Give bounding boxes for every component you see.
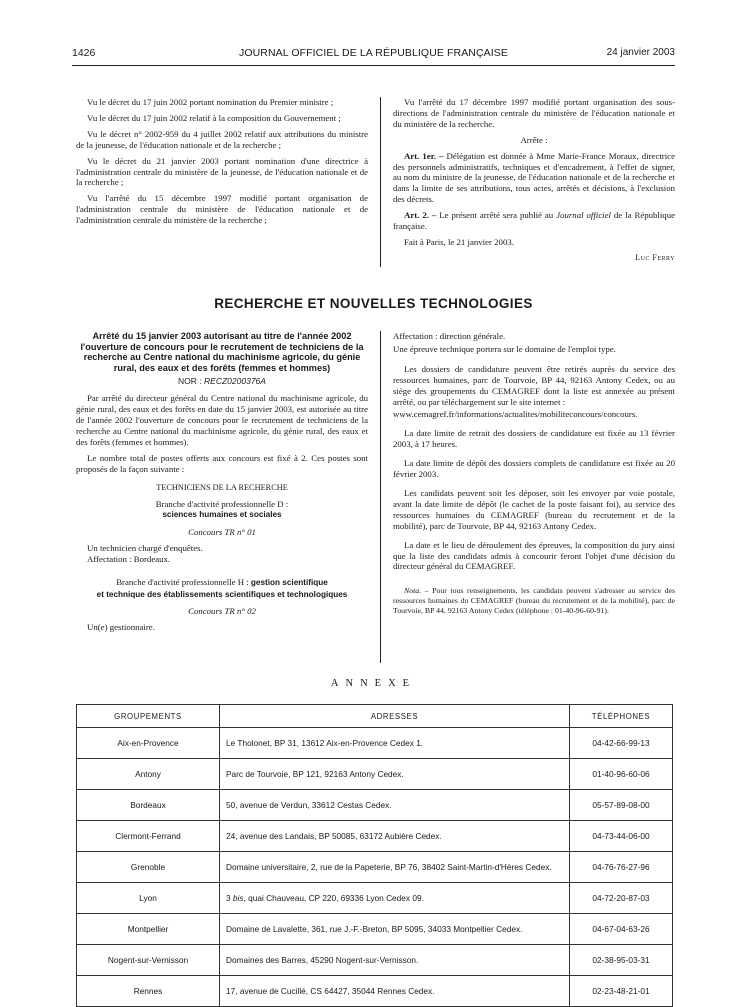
concours-2-label: Concours TR n° 02: [188, 605, 256, 616]
table-row: [77, 945, 673, 976]
table-row: [77, 852, 673, 883]
groupement-cell: Antony: [77, 759, 220, 790]
journal-officiel-italic: Journal officiel: [556, 210, 611, 221]
adresse-bis: bis: [232, 893, 244, 903]
header-telephones: TÉLÉPHONES: [570, 705, 673, 728]
table-header-row: [77, 705, 673, 728]
adresse-cell: 50, avenue de Verdun, 33612 Cestas Cedex.: [220, 790, 570, 821]
arrete-heading: Arrête :: [520, 134, 548, 145]
table-row: [77, 759, 673, 790]
groupement-cell: Clermont-Ferrand: [77, 821, 220, 852]
issue-date: 24 janvier 2003: [606, 47, 675, 58]
nota-paragraph: [393, 586, 675, 615]
vu-paragraph: Vu l'arrêté du 15 décembre 1997 modifié portant organisation de l'administration centrale du ministère de l'éducation nationale et de l'administration centrale du ministère de la recherche ;: [76, 193, 368, 226]
concours-1-label: Concours TR n° 01: [188, 527, 256, 538]
top-right-column: [393, 97, 675, 269]
branche-d-name: sciences humaines et sociales: [162, 510, 282, 520]
adresse-cell: 17, avenue de Cucillé, CS 64427, 35044 Rennes Cedex.: [220, 976, 570, 1007]
header-groupements: GROUPEMENTS: [77, 705, 220, 728]
groupement-cell: Aix-en-Provence: [77, 728, 220, 759]
arrete-title: Arrêté du 15 janvier 2003 autorisant au titre de l'année 2002 l'ouverture de concours pour le recrutement de techniciens de la recherche au Centre national du machinisme agricole, du génie rural, des eaux et des forêts (femmes et hommes): [80, 331, 364, 373]
nor-value: RECZ0200376A: [204, 376, 266, 387]
epreuve-line: Une épreuve technique portera sur le domaine de l'emploi type.: [393, 343, 616, 354]
article-2-label: Art. 2. –: [404, 210, 437, 221]
adresse-number: 3: [226, 893, 233, 903]
page-number: 1426: [72, 47, 96, 59]
vu-paragraph: Vu le décret du 17 juin 2002 relatif à la composition du Gouvernement ;: [87, 112, 341, 123]
groupement-cell: Montpellier: [77, 914, 220, 945]
header-adresses: ADRESSES: [220, 705, 570, 728]
website-url[interactable]: www.cemagref.fr/informations/actualites/mobiliteconcours/concours.: [393, 409, 638, 420]
journal-title: JOURNAL OFFICIEL DE LA RÉPUBLIQUE FRANÇAISE: [239, 47, 508, 59]
groupement-cell: Nogent-sur-Vernisson: [77, 945, 220, 976]
table-row: [77, 914, 673, 945]
date-lieu-paragraph: La date et le lieu de déroulement des épreuves, la composition du jury ainsi que la liste des candidats admis à concourir feront l'objet d'une décision du directeur général du CEMAGREF.: [393, 539, 675, 572]
groupement-cell: Grenoble: [77, 852, 220, 883]
telephone-cell: 04-76-76-27-96: [570, 852, 673, 883]
concours-1-affectation: Affectation : Bordeaux.: [87, 554, 171, 565]
telephone-cell: 01-40-96-60-06: [570, 759, 673, 790]
arrete-column: [76, 331, 368, 638]
retrait-paragraph: La date limite de retrait des dossiers de candidature est fixée au 13 février 2003, à 17 heures.: [393, 428, 675, 450]
branche-h-name-cont: et technique des établissements scientifiques et technologiques: [96, 589, 348, 599]
concours-1-line: Un technicien chargé d'enquêtes.: [87, 543, 203, 554]
nor-reference: [76, 376, 368, 387]
fait-a-paris: Fait à Paris, le 21 janvier 2003.: [404, 236, 514, 247]
table-row: [77, 883, 673, 914]
vu-paragraph: Vu le décret du 21 janvier 2003 portant nomination d'une directrice à l'administration centrale du ministère de la jeunesse, de l'éducation nationale et de la recherche ;: [76, 155, 368, 188]
article-2: [393, 210, 675, 232]
dossiers-paragraph: Les dossiers de candidature peuvent être retirés auprès du service des ressources humaines, parc de Tourvoie, BP 44, 92163 Antony Cedex, ou au siège des groupements du CEMAGREF dont la liste est annexée au présent arrêté, ou par téléchargement sur le site internet :: [393, 363, 675, 407]
top-left-column: [76, 97, 368, 231]
techniciens-heading: TECHNICIENS DE LA RECHERCHE: [156, 482, 288, 492]
vu-paragraph: Vu le décret n° 2002-959 du 4 juillet 2002 relatif aux attributions du ministre de la jeunesse, de l'éducation nationale et de la recherche ;: [76, 128, 368, 150]
branche-h-name: gestion scientifique: [250, 578, 328, 588]
telephone-cell: 02-38-95-03-31: [570, 945, 673, 976]
article-1-text: Délégation est donnée à Mme Marie-France Moraux, directrice des personnels administratifs, techniques et d'encadrement, à l'effet de signer, au nom du ministre de la jeunesse, de l'éducation nationale et de la recherche et dans la limite de ses attributions, tous actes, arrêtés et décisions, à l'exclusion des décrets.: [393, 150, 675, 205]
branche-h: [76, 577, 368, 601]
column-divider: [380, 331, 381, 663]
depot-paragraph: La date limite de dépôt des dossiers complets de candidature est fixée au 20 février 2003.: [393, 458, 675, 480]
annexe-title: ANNEXE: [330, 678, 417, 689]
concours-1: [76, 527, 368, 538]
adresse-cell: Domaine de Lavalette, 361, rue J.-F.-Breton, BP 5095, 34033 Montpellier Cedex.: [220, 914, 570, 945]
groupement-cell: Bordeaux: [77, 790, 220, 821]
right-column: [393, 331, 675, 620]
telephone-cell: 04-42-66-99-13: [570, 728, 673, 759]
branche-d-label: Branche d'activité professionnelle D :: [155, 498, 289, 509]
nor-label: NOR :: [178, 376, 202, 387]
article-1: [393, 151, 675, 206]
adresse-cell: Le Tholonet, BP 31, 13612 Aix-en-Provence Cedex 1.: [220, 728, 570, 759]
nota-text: – Pour tous renseignements, les candidats peuvent s'adresser au service des ressources humaines du CEMAGREF (bureau du recrutement et de la mobilité), parc de Tourvoie, BP 44, 92163 Antony Cedex (téléphone : 01-40-96-60-91).: [393, 586, 676, 615]
groupement-cell: Lyon: [77, 883, 220, 914]
vu-paragraph: Vu l'arrêté du 17 décembre 1997 modifié portant organisation des sous-directions de l'administration centrale du ministère de l'éducation nationale et du ministère de la recherche.: [393, 97, 675, 129]
adresse-cell: Parc de Tourvoie, BP 121, 92163 Antony Cedex.: [220, 759, 570, 790]
candidats-paragraph: Les candidats peuvent soit les déposer, soit les envoyer par voie postale, avant la date limite de dépôt (le cachet de la poste faisant foi), au service des ressources humaines du CEMAGREF (bureau du recrutement et de la mobilité), parc de Tourvoie, BP 44, 92163 Antony Cedex.: [393, 487, 675, 531]
telephone-cell: 04-67-04-63-26: [570, 914, 673, 945]
telephone-cell: 05-57-89-08-00: [570, 790, 673, 821]
column-divider: [380, 97, 381, 267]
vu-paragraph: Vu le décret du 17 juin 2002 portant nomination du Premier ministre ;: [87, 97, 334, 107]
page-header: [72, 47, 675, 63]
article-2-text: Le présent arrêté sera publié au: [439, 210, 554, 221]
concours-1-details: [87, 543, 368, 565]
concours-2-details: Un(e) gestionnaire.: [87, 621, 155, 632]
groupement-cell: Rennes: [77, 976, 220, 1007]
table-row: [77, 790, 673, 821]
annexe-table: [76, 704, 673, 1007]
adresse-cell: Domaines des Barres, 45290 Nogent-sur-Vernisson.: [220, 945, 570, 976]
article-2-text-end: de la République française.: [393, 210, 676, 232]
nota-label: Nota.: [404, 586, 422, 596]
branche-h-label: Branche d'activité professionnelle H :: [116, 577, 249, 588]
table-row: [77, 821, 673, 852]
affectation-line: Affectation : direction générale.: [393, 331, 506, 341]
adresse-cell: Domaine universitaire, 2, rue de la Papeterie, BP 76, 38402 Saint-Martin-d'Hères Cedex.: [220, 852, 570, 883]
adresse-cell: [220, 883, 570, 914]
adresse-cell: 24, avenue des Landais, BP 50085, 63172 Aubière Cedex.: [220, 821, 570, 852]
table-row: [77, 728, 673, 759]
header-rule: [72, 65, 675, 66]
telephone-cell: 02-23-48-21-01: [570, 976, 673, 1007]
branche-d: [76, 499, 368, 522]
arrete-paragraph: Le nombre total de postes offerts aux concours est fixé à 2. Ces postes sont proposés de la façon suivante :: [76, 452, 368, 474]
adresse-rest: , quai Chauveau, CP 220, 69336 Lyon Cedex 09.: [243, 893, 424, 903]
concours-2: [76, 606, 368, 617]
article-1-label: Art. 1er. –: [404, 150, 444, 161]
telephone-cell: 04-72-20-87-03: [570, 883, 673, 914]
arrete-paragraph: Par arrêté du directeur général du Centre national du machinisme agricole, du génie rural, des eaux et des forêts en date du 15 janvier 2003, est autorisée au titre de l'année 2002 l'ouverture de concours pour le recrutement de techniciens de la recherche au Centre national du machinisme agricole, du génie rural, des eaux et des forêts (femmes et hommes).: [76, 393, 368, 447]
section-title: RECHERCHE ET NOUVELLES TECHNOLOGIES: [214, 296, 533, 311]
table-row: [77, 976, 673, 1007]
signature: Luc Ferry: [635, 252, 675, 262]
telephone-cell: 04-73-44-06-00: [570, 821, 673, 852]
